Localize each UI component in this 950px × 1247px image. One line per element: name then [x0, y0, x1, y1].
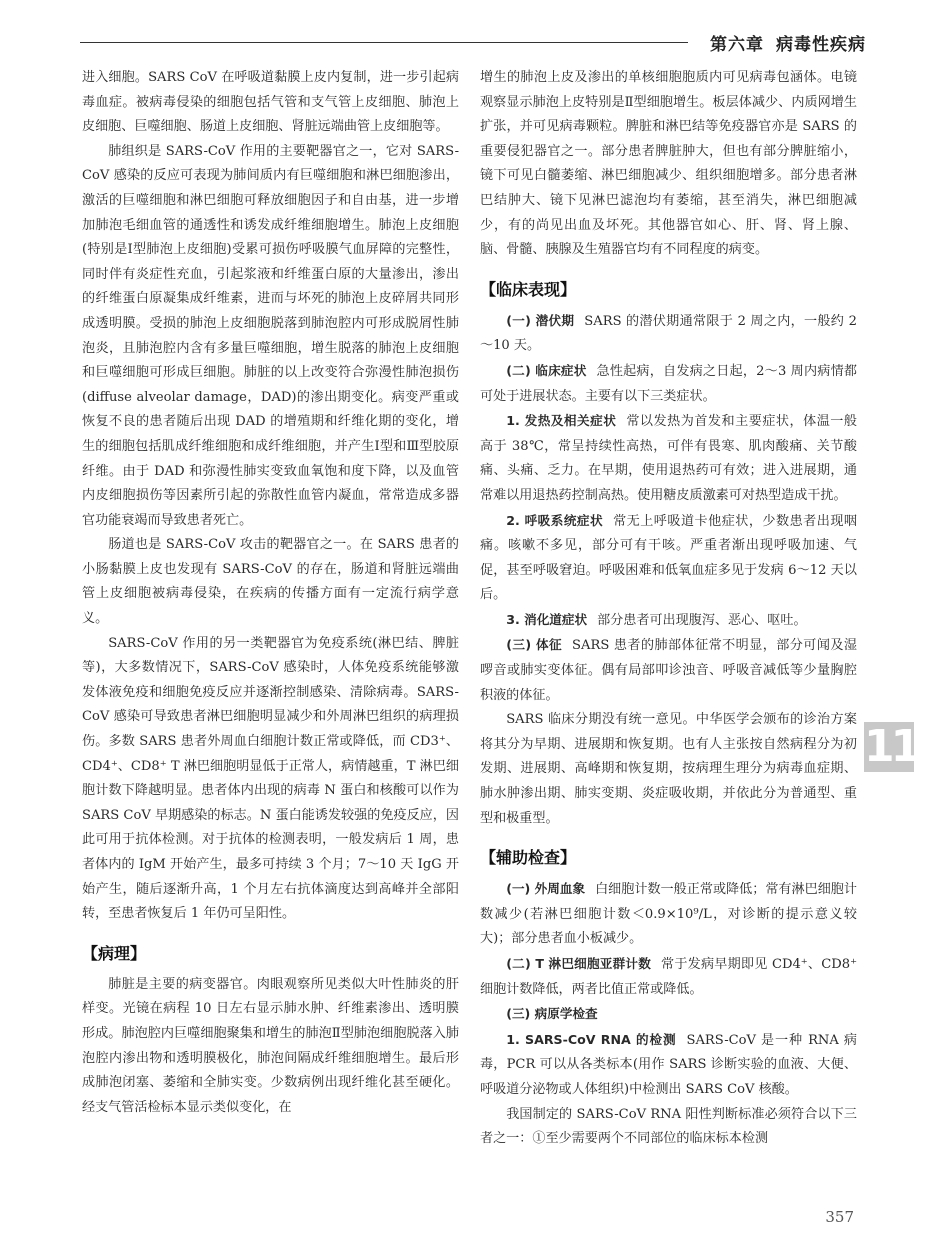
paragraph: SARS-CoV 作用的另一类靶器官为免疫系统(淋巴结、脾脏等)，大多数情况下，SARS-CoV 感染时，人体免疫系统能够激发体液免疫和细胞免疫反应并逐渐控制感染、清除病毒。SARS-CoV 感染可导致患者淋巴细胞明显减少和外周淋巴组织的病理损伤。多数 SARS 患者外周血白细胞计数正常或降低，而 CD3⁺、CD4⁺、CD8⁺ T 淋巴细胞明显低于正常人，病情越重，T 淋巴细胞计数下降越明显。患者体内出现的病毒 N 蛋白和核酸可以作为 SARS CoV 早期感染的标志。N 蛋白能诱发较强的免疫反应，因此可用于抗体检测。对于抗体的检测表明，一般发病后 1 周，患者体内的 IgM 开始产生，最多可持续 3 个月；7～10 天 IgG 开始产生，随后逐渐升高，1 个月左右抗体滴度达到高峰并全部阳转，至患者恢复后 1 年仍可呈阳性。 [82, 635, 459, 922]
chapter-number: 第六章 [710, 35, 764, 55]
left-column [82, 66, 459, 1120]
paragraph-blood [480, 877, 857, 952]
paragraph-incubation [480, 309, 857, 359]
paragraph: 肺脏是主要的病变器官。肉眼观察所见类似大叶性肺炎的肝样变。光镜在病程 10 日左右显示肺水肿、纤维素渗出、透明膜形成。肺泡腔内巨噬细胞聚集和增生的肺泡Ⅱ型肺泡细胞脱落入肺泡腔内渗出物和透明膜极化，肺泡间隔成纤维细胞增生。最后形成肺泡闭塞、萎缩和全肺实变。少数病例出现纤维化甚至硬化。经支气管活检标本显示类似变化，在 [82, 976, 459, 1115]
chapter-thumb-tab: 11 [864, 721, 918, 772]
paragraph-text: SARS-CoV 是一种 RNA 病毒，PCR 可以从各类标本(用作 SARS 诊断实验的血液、大便、呼吸道分泌物或人体组织)中检测出 SARS CoV 核酸。 [480, 1032, 858, 1097]
paragraph-text: 常以发热为首发和主要症状，体温一般高于 38℃，常呈持续性高热，可伴有畏寒、肌肉酸痛、关节酸痛、头痛、乏力。在早期，使用退热药可有效；进入进展期，通常难以用退热药控制高热。使用糖皮质激素可对热型造成干扰。 [480, 414, 858, 503]
right-column [480, 66, 857, 1152]
subheading: 1. 发热及相关症状 [506, 413, 617, 429]
paragraph: 增生的肺泡上皮及渗出的单核细胞胞质内可见病毒包涵体。电镜观察显示肺泡上皮特别是Ⅱ型细胞增生。板层体减少、内质网增生扩张，并可见病毒颗粒。脾脏和淋巴结等免疫器官亦是 SARS 的重要侵犯器官之一。部分患者脾脏肿大，但也有部分脾脏缩小，镜下可见白髓萎缩、淋巴细胞减少、组织细胞增多。部分患者淋巴结肿大、镜下见淋巴滤泡均有萎缩，甚至消失，淋巴细胞减少，有的尚见出血及坏死。其他器官如心、肝、肾、肾上腺、脑、骨髓、胰腺及生殖器官均有不同程度的病变。 [480, 70, 857, 258]
paragraph-text: 急性起病，自发病之日起，2～3 周内病情都可处于进展状态。主要有以下三类症状。 [480, 363, 857, 404]
page-number: 357 [825, 1208, 854, 1226]
paragraph: 肺组织是 SARS-CoV 作用的主要靶器官之一，它对 SARS-CoV 感染的反应可表现为肺间质内有巨噬细胞和淋巴细胞渗出，激活的巨噬细胞和淋巴细胞可释放细胞因子和自由基，进一步增加肺泡毛细血管的通透性和诱发成纤维细胞增生。肺泡上皮细胞(特别是Ⅰ型肺泡上皮细胞)受累可损伤呼吸膜气血屏障的完整性，同时伴有炎症性充血，引起浆液和纤维蛋白原的大量渗出，渗出的纤维蛋白原凝集成纤维素，进而与坏死的肺泡上皮碎屑共同形成透明膜。受损的肺泡上皮细胞脱落到肺泡腔内可形成脱屑性肺泡炎，且肺泡腔内含有多量巨噬细胞，增生脱落的肺泡上皮细胞和巨噬细胞可形成巨细胞。肺脏的以上改变符合弥漫性肺泡损伤(diffuse alveolar damage，DAD)的渗出期变化。病变严重或恢复不良的患者随后出现 DAD 的增殖期和纤维化期的变化，增生的细胞包括肌成纤维细胞和成纤维细胞，并产生Ⅰ型和Ⅲ型胶原纤维。由于 DAD 和弥漫性肺实变致血氧饱和度下降，以及血管内皮细胞损伤等因素所引起的弥散性血管内凝血，常常造成多器官功能衰竭而导致患者死亡。 [82, 143, 459, 528]
paragraph-symptoms [480, 359, 857, 409]
subheading: (三) 病原学检查 [506, 1006, 598, 1022]
paragraph: 肠道也是 SARS-CoV 攻击的靶器官之一。在 SARS 患者的小肠黏膜上皮也发现有 SARS-CoV 的存在，肠道和肾脏远端曲管上皮细胞被病毒侵染，在疾病的传播方面有一定流行病学意义。 [82, 537, 459, 627]
header-rule [80, 42, 688, 43]
chapter-title: 病毒性疾病 [776, 35, 866, 55]
subheading: (二) 临床症状 [506, 362, 587, 378]
paragraph: 进入细胞。SARS CoV 在呼吸道黏膜上皮内复制，进一步引起病毒血症。被病毒侵染的细胞包括气管和支气管上皮细胞、肺泡上皮细胞、巨噬细胞、肠道上皮细胞、肾脏远端曲管上皮细胞等。 [82, 70, 459, 135]
paragraph-text: 白细胞计数一般正常或降低；常有淋巴细胞计数减少(若淋巴细胞计数＜0.9×10⁹/L，对诊断的提示意义较大)；部分患者血小板减少。 [480, 882, 857, 947]
subheading: 2. 呼吸系统症状 [506, 512, 604, 528]
running-header [80, 30, 866, 58]
paragraph: 我国制定的 SARS-CoV RNA 阳性判断标准必须符合以下三者之一：①至少需要两个不同部位的临床标本检测 [480, 1106, 857, 1147]
subheading: (三) 体征 [506, 637, 563, 653]
paragraph-text: 常于发病早期即见 CD4⁺、CD8⁺ 细胞计数降低，两者比值正常或降低。 [480, 957, 857, 997]
paragraph-rna [480, 1028, 857, 1103]
section-heading-clinical: 【临床表现】 [480, 279, 577, 299]
paragraph-digestive [480, 608, 857, 634]
subheading: (二) T 淋巴细胞亚群计数 [506, 956, 652, 971]
subheading: 3. 消化道症状 [506, 611, 588, 627]
paragraph-tcell [480, 952, 857, 1002]
paragraph-fever [480, 409, 857, 508]
paragraph-text: SARS 的潜伏期通常限于 2 周之内，一般约 2～10 天。 [480, 313, 857, 354]
paragraph-text: 常无上呼吸道卡他症状，少数患者出现咽痛。咳嗽不多见，部分可有干咳。严重者渐出现呼吸加速、气促，甚至呼吸窘迫。呼吸困难和低氧血症多见于发病 6～12 天以后。 [480, 513, 857, 603]
subheading: 1. SARS-CoV RNA 的检测 [506, 1031, 677, 1047]
subheading: (一) 外周血象 [506, 881, 586, 897]
paragraph-respiratory [480, 509, 857, 608]
section-heading-pathology: 【病理】 [82, 943, 147, 963]
paragraph-signs [480, 633, 857, 708]
paragraph: SARS 临床分期没有统一意见。中华医学会颁布的诊治方案将其分为早期、进展期和恢复期。也有人主张按自然病程分为初发期、进展期、高峰期和恢复期，按病理生理分为病毒血症期、肺水肿渗出期、肺实变期、炎症吸收期，并依此分为普通型、重型和极重型。 [480, 712, 857, 826]
chapter-heading [710, 30, 866, 55]
paragraph-etiology [480, 1002, 857, 1028]
subheading: (一) 潜伏期 [506, 312, 575, 328]
section-heading-auxiliary: 【辅助检查】 [480, 848, 577, 868]
paragraph-text: SARS 患者的肺部体征常不明显，部分可闻及湿啰音或肺实变体征。偶有局部叩诊浊音、呼吸音减低等少量胸腔积液的体征。 [480, 638, 857, 703]
paragraph-text: 部分患者可出现腹泻、恶心、呕吐。 [597, 612, 807, 628]
